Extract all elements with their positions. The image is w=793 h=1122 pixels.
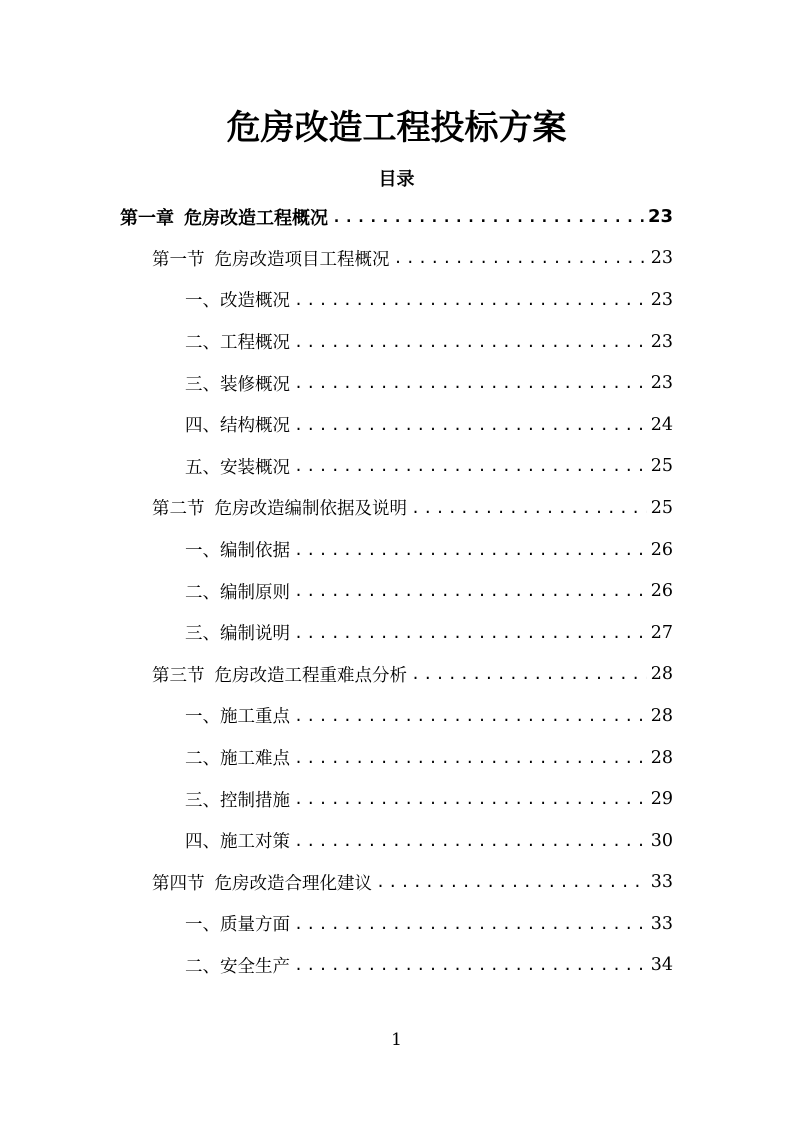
toc-dot-leader (294, 333, 647, 351)
toc-entry-title: 编制依据 (220, 541, 290, 562)
toc-entry-text (185, 579, 290, 604)
toc-entry-title: 安全生产 (220, 956, 290, 977)
toc-dot-leader (376, 873, 647, 891)
toc-dot-leader (294, 416, 647, 434)
toc-entry-page: 26 (650, 539, 673, 560)
toc-entry[interactable] (0, 404, 793, 446)
toc-entry-label: 四、 (185, 416, 220, 437)
toc-dot-leader (294, 291, 647, 309)
toc-dot-leader (294, 956, 647, 974)
toc-entry-text (185, 911, 290, 936)
toc-entry-page: 33 (650, 872, 673, 893)
toc-entry-title: 危房改造项目工程概况 (214, 249, 390, 270)
toc-entry-label: 二、 (185, 749, 220, 770)
page-number: 1 (391, 1030, 402, 1050)
toc-entry-label: 三、 (185, 790, 220, 811)
toc-entry-label: 三、 (185, 624, 220, 645)
toc-entry-text (152, 495, 407, 520)
toc-entry[interactable] (0, 695, 793, 737)
toc-entry-label: 一、 (185, 541, 220, 562)
toc-entry-label: 一、 (185, 707, 220, 728)
toc-entry-page: 23 (650, 289, 673, 310)
toc-entry[interactable] (0, 570, 793, 612)
toc-entry-label: 二、 (185, 333, 220, 354)
toc-entry-text (185, 454, 290, 479)
toc-entry-page: 28 (650, 747, 673, 768)
toc-dot-leader (411, 499, 647, 517)
toc-entry-text (185, 537, 290, 562)
toc-heading: 目录 (378, 169, 415, 190)
toc-entry-text (120, 204, 328, 230)
toc-entry-label: 第三节 (152, 665, 205, 686)
toc-dot-leader (294, 457, 647, 475)
toc-entry-title: 施工难点 (220, 749, 290, 770)
toc-entry-title: 质量方面 (220, 915, 290, 936)
toc-entry[interactable] (0, 612, 793, 654)
toc-dot-leader (294, 624, 647, 642)
toc-entry-label: 五、 (185, 457, 220, 478)
toc-dot-leader (332, 208, 644, 226)
toc-entry-text (152, 870, 372, 895)
toc-entry-title: 危房改造编制依据及说明 (214, 499, 407, 520)
toc-entry[interactable] (0, 903, 793, 945)
toc-entry[interactable] (0, 945, 793, 987)
toc-entry[interactable] (0, 487, 793, 529)
toc-dot-leader (294, 915, 647, 933)
toc-entry-title: 装修概况 (220, 374, 290, 395)
toc-entry-label: 二、 (185, 582, 220, 603)
toc-dot-leader (294, 582, 647, 600)
toc-entry-label: 四、 (185, 832, 220, 853)
toc-dot-leader (294, 790, 647, 808)
toc-entry[interactable] (0, 529, 793, 571)
toc-entry[interactable] (0, 737, 793, 779)
toc-entry-title: 危房改造工程概况 (184, 207, 328, 229)
toc-entry-title: 施工重点 (220, 707, 290, 728)
toc-entry-label: 第一节 (152, 249, 205, 270)
toc-entry-text (185, 787, 290, 812)
toc-entry-title: 编制说明 (220, 624, 290, 645)
toc-entry[interactable] (0, 820, 793, 862)
toc-dot-leader (394, 249, 647, 267)
toc-entry-text (185, 953, 290, 978)
toc-entry-page: 23 (650, 248, 673, 269)
toc-entry-text (185, 412, 290, 437)
toc-entry-title: 改造概况 (220, 291, 290, 312)
toc-entry-page: 23 (647, 206, 673, 228)
toc-entry-label: 第二节 (152, 499, 205, 520)
toc-entry[interactable] (0, 279, 793, 321)
toc-entry-text (185, 620, 290, 645)
toc-entry-text (185, 745, 290, 770)
toc-entry-title: 工程概况 (220, 333, 290, 354)
toc-dot-leader (294, 707, 647, 725)
toc-entry-label: 一、 (185, 291, 220, 312)
toc-entry-page: 29 (650, 789, 673, 810)
toc-entry-text (185, 703, 290, 728)
toc-entry-page: 33 (650, 913, 673, 934)
toc-entry-text (185, 371, 290, 396)
toc-entry-page: 23 (650, 331, 673, 352)
toc-dot-leader (294, 541, 647, 559)
toc-entry-page: 30 (650, 830, 673, 851)
toc-entry-page: 23 (650, 373, 673, 394)
toc-entry-title: 编制原则 (220, 582, 290, 603)
toc-entry[interactable] (0, 654, 793, 696)
toc-entry[interactable] (0, 362, 793, 404)
toc-entry[interactable] (0, 196, 793, 238)
toc-entry[interactable] (0, 778, 793, 820)
toc-entry-text (152, 246, 390, 271)
toc-entry-text (152, 662, 407, 687)
document-title: 危房改造工程投标方案 (226, 108, 567, 148)
toc-entry-text (185, 329, 290, 354)
toc-entry-page: 25 (650, 456, 673, 477)
table-of-contents (0, 196, 793, 986)
toc-entry-label: 第一章 (120, 207, 174, 229)
toc-dot-leader (294, 374, 647, 392)
toc-entry[interactable] (0, 446, 793, 488)
toc-entry-title: 结构概况 (220, 416, 290, 437)
toc-dot-leader (294, 749, 647, 767)
toc-entry[interactable] (0, 862, 793, 904)
toc-entry-title: 安装概况 (220, 457, 290, 478)
toc-entry-title: 施工对策 (220, 832, 290, 853)
toc-entry-page: 26 (650, 581, 673, 602)
toc-entry-text (185, 828, 290, 853)
toc-entry-title: 危房改造合理化建议 (214, 873, 372, 894)
toc-entry-title: 危房改造工程重难点分析 (214, 665, 407, 686)
toc-entry[interactable] (0, 321, 793, 363)
toc-entry-label: 三、 (185, 374, 220, 395)
toc-dot-leader (411, 665, 647, 683)
toc-entry-label: 第四节 (152, 873, 205, 894)
toc-entry-text (185, 287, 290, 312)
toc-entry-label: 二、 (185, 956, 220, 977)
toc-entry-label: 一、 (185, 915, 220, 936)
toc-entry-page: 34 (650, 955, 673, 976)
toc-entry-page: 24 (650, 414, 673, 435)
toc-entry-title: 控制措施 (220, 790, 290, 811)
toc-entry[interactable] (0, 238, 793, 280)
toc-entry-page: 27 (650, 622, 673, 643)
toc-entry-page: 28 (650, 664, 673, 685)
toc-entry-page: 28 (650, 705, 673, 726)
toc-dot-leader (294, 832, 647, 850)
toc-entry-page: 25 (650, 497, 673, 518)
